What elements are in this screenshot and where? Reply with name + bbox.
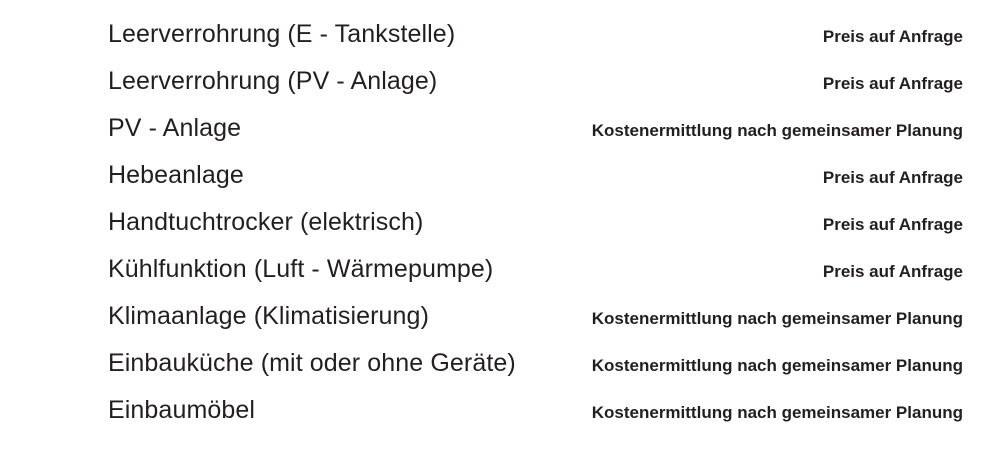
table-row <box>108 210 963 257</box>
table-row <box>108 163 963 210</box>
table-row <box>108 351 963 398</box>
table-row <box>108 398 963 445</box>
option-label: PV - Anlage <box>108 114 242 142</box>
option-label: Leerverrohrung (E - Tankstelle) <box>108 20 456 48</box>
option-label: Hebeanlage <box>108 161 244 189</box>
option-price: Kostenermittlung nach gemeinsamer Planung <box>591 403 963 422</box>
option-price: Preis auf Anfrage <box>822 262 963 281</box>
table-row <box>108 116 963 163</box>
table-row <box>108 22 963 69</box>
option-price: Preis auf Anfrage <box>822 27 963 46</box>
option-price: Kostenermittlung nach gemeinsamer Planung <box>591 356 963 375</box>
option-label: Kühlfunktion (Luft - Wärmepumpe) <box>108 255 494 283</box>
option-price: Kostenermittlung nach gemeinsamer Planung <box>591 121 963 140</box>
option-label: Einbauküche (mit oder ohne Geräte) <box>108 349 516 377</box>
option-label: Klimaanlage (Klimatisierung) <box>108 302 429 330</box>
table-row <box>108 257 963 304</box>
option-price: Preis auf Anfrage <box>822 215 963 234</box>
table-row <box>108 69 963 116</box>
option-label: Leerverrohrung (PV - Anlage) <box>108 67 438 95</box>
option-label: Handtuchtrocker (elektrisch) <box>108 208 424 236</box>
option-label: Einbaumöbel <box>108 396 256 424</box>
option-price: Preis auf Anfrage <box>822 74 963 93</box>
option-price: Kostenermittlung nach gemeinsamer Planung <box>591 309 963 328</box>
table-row <box>108 304 963 351</box>
option-price: Preis auf Anfrage <box>822 168 963 187</box>
